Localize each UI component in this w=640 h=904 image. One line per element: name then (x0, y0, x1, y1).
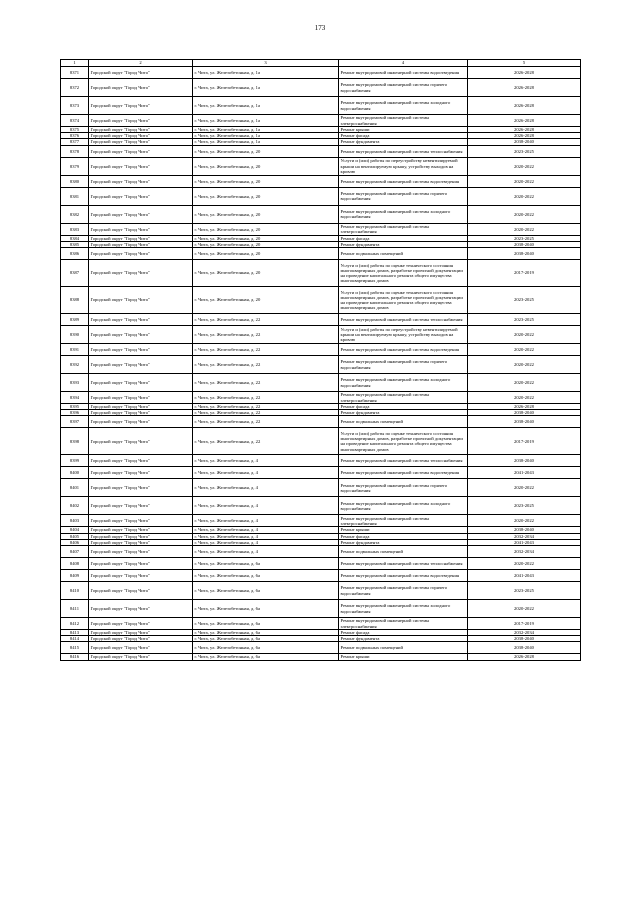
row-number: 8401 (61, 479, 89, 497)
period-cell: 2020-2022 (468, 326, 581, 344)
period-cell: 2023-2025 (468, 497, 581, 515)
table-row (61, 642, 581, 654)
address-cell: г. Чита, ул. Железобетонная, д. 22 (193, 392, 339, 404)
row-number: 8402 (61, 497, 89, 515)
row-number: 8393 (61, 374, 89, 392)
work-type-cell: Ремонт подвальных помещений (339, 642, 468, 654)
row-number: 8391 (61, 344, 89, 356)
table-row (61, 67, 581, 79)
table-row (61, 79, 581, 97)
period-cell: 2038-2040 (468, 416, 581, 428)
municipality-cell: Городской округ "Город Чита" (89, 467, 193, 479)
address-cell: г. Чита, ул. Железобетонная, д. 4 (193, 497, 339, 515)
period-cell: 2020-2022 (468, 157, 581, 175)
address-cell: г. Чита, ул. Железобетонная, д. 22 (193, 416, 339, 428)
municipality-cell: Городской округ "Город Чита" (89, 533, 193, 539)
address-cell: г. Чита, ул. Железобетонная, д. 1а (193, 133, 339, 139)
period-cell: 2026-2028 (468, 79, 581, 97)
work-type-cell: Ремонт фундамента (339, 139, 468, 145)
work-type-cell: Ремонт внутридомовой инженерной системы водоотведения (339, 467, 468, 479)
period-cell: 2023-2025 (468, 145, 581, 157)
work-type-cell: Ремонт внутридомовой инженерной системы водоотведения (339, 175, 468, 187)
work-type-cell: Ремонт внутридомовой инженерной системы теплоснабжения (339, 145, 468, 157)
period-cell: 2020-2022 (468, 175, 581, 187)
address-cell: г. Чита, ул. Железобетонная, д. 6а (193, 642, 339, 654)
table-row (61, 187, 581, 205)
row-number: 8372 (61, 79, 89, 97)
address-cell: г. Чита, ул. Железобетонная, д. 4 (193, 527, 339, 533)
municipality-cell: Городской округ "Город Чита" (89, 223, 193, 235)
row-number: 8414 (61, 636, 89, 642)
table-row (61, 326, 581, 344)
column-header: 2 (89, 60, 193, 67)
municipality-cell: Городской округ "Город Чита" (89, 630, 193, 636)
table-row (61, 157, 581, 175)
period-cell: 2038-2040 (468, 248, 581, 260)
row-number: 8389 (61, 314, 89, 326)
period-cell: 2038-2040 (468, 410, 581, 416)
municipality-cell: Городской округ "Город Чита" (89, 558, 193, 570)
row-number: 8404 (61, 527, 89, 533)
work-type-cell: Ремонт фундамента (339, 539, 468, 545)
column-header: 5 (468, 60, 581, 67)
column-header: 4 (339, 60, 468, 67)
address-cell: г. Чита, ул. Железобетонная, д. 6а (193, 654, 339, 660)
address-cell: г. Чита, ул. Железобетонная, д. 6а (193, 630, 339, 636)
municipality-cell: Городской округ "Город Чита" (89, 356, 193, 374)
period-cell: 2038-2040 (468, 642, 581, 654)
address-cell: г. Чита, ул. Железобетонная, д. 4 (193, 515, 339, 527)
municipality-cell: Городской округ "Город Чита" (89, 67, 193, 79)
address-cell: г. Чита, ул. Железобетонная, д. 22 (193, 374, 339, 392)
period-cell: 2020-2022 (468, 344, 581, 356)
address-cell: г. Чита, ул. Железобетонная, д. 20 (193, 260, 339, 287)
period-cell: 2026-2028 (468, 133, 581, 139)
table-row (61, 115, 581, 127)
row-number: 8378 (61, 145, 89, 157)
address-cell: г. Чита, ул. Железобетонная, д. 20 (193, 223, 339, 235)
period-cell: 2038-2040 (468, 455, 581, 467)
municipality-cell: Городской округ "Город Чита" (89, 133, 193, 139)
work-type-cell: Ремонт внутридомовой инженерной системы электроснабжения (339, 392, 468, 404)
municipality-cell: Городской округ "Город Чита" (89, 175, 193, 187)
table-row (61, 455, 581, 467)
work-type-cell: Ремонт фасада (339, 133, 468, 139)
municipality-cell: Городской округ "Город Чита" (89, 392, 193, 404)
table-row (61, 287, 581, 314)
table-row (61, 558, 581, 570)
period-cell: 2032-2034 (468, 533, 581, 539)
row-number: 8379 (61, 157, 89, 175)
row-number: 8406 (61, 539, 89, 545)
municipality-cell: Городской округ "Город Чита" (89, 241, 193, 247)
municipality-cell: Городской округ "Город Чита" (89, 600, 193, 618)
row-number: 8380 (61, 175, 89, 187)
work-type-cell: Ремонт крыши (339, 527, 468, 533)
work-type-cell: Ремонт фасада (339, 533, 468, 539)
municipality-cell: Городской округ "Город Чита" (89, 410, 193, 416)
address-cell: г. Чита, ул. Железобетонная, д. 6а (193, 618, 339, 630)
period-cell: 2041-2043 (468, 467, 581, 479)
row-number: 8411 (61, 600, 89, 618)
work-type-cell: Ремонт внутридомовой инженерной системы горячего водоснабжения (339, 479, 468, 497)
row-number: 8392 (61, 356, 89, 374)
row-number: 8381 (61, 187, 89, 205)
work-type-cell: Ремонт внутридомовой инженерной системы водоотведения (339, 570, 468, 582)
work-type-cell: Ремонт внутридомовой инженерной системы холодного водоснабжения (339, 497, 468, 515)
row-number: 8390 (61, 326, 89, 344)
address-cell: г. Чита, ул. Железобетонная, д. 20 (193, 157, 339, 175)
row-number: 8371 (61, 67, 89, 79)
work-type-cell: Ремонт подвальных помещений (339, 416, 468, 428)
address-cell: г. Чита, ул. Железобетонная, д. 6а (193, 570, 339, 582)
address-cell: г. Чита, ул. Железобетонная, д. 1а (193, 67, 339, 79)
row-number: 8374 (61, 115, 89, 127)
table-row (61, 654, 581, 660)
address-cell: г. Чита, ул. Железобетонная, д. 20 (193, 145, 339, 157)
address-cell: г. Чита, ул. Железобетонная, д. 20 (193, 187, 339, 205)
municipality-cell: Городской округ "Город Чита" (89, 344, 193, 356)
work-type-cell: Ремонт внутридомовой инженерной системы холодного водоснабжения (339, 205, 468, 223)
table-row (61, 175, 581, 187)
municipality-cell: Городской округ "Город Чита" (89, 248, 193, 260)
address-cell: г. Чита, ул. Железобетонная, д. 4 (193, 467, 339, 479)
work-type-cell: Ремонт внутридомовой инженерной системы электроснабжения (339, 223, 468, 235)
period-cell: 2026-2028 (468, 115, 581, 127)
row-number: 8385 (61, 241, 89, 247)
address-cell: г. Чита, ул. Железобетонная, д. 4 (193, 455, 339, 467)
period-cell: 2023-2025 (468, 582, 581, 600)
period-cell: 2020-2022 (468, 356, 581, 374)
period-cell: 2041-2043 (468, 539, 581, 545)
work-type-cell: Ремонт внутридомовой инженерной системы горячего водоснабжения (339, 582, 468, 600)
repair-schedule-table (60, 59, 581, 661)
row-number: 8397 (61, 416, 89, 428)
municipality-cell: Городской округ "Город Чита" (89, 428, 193, 455)
period-cell: 2020-2022 (468, 479, 581, 497)
address-cell: г. Чита, ул. Железобетонная, д. 4 (193, 479, 339, 497)
municipality-cell: Городской округ "Город Чита" (89, 582, 193, 600)
row-number: 8384 (61, 235, 89, 241)
address-cell: г. Чита, ул. Железобетонная, д. 20 (193, 175, 339, 187)
period-cell: 2026-2028 (468, 67, 581, 79)
column-header: 3 (193, 60, 339, 67)
work-type-cell: Услуги и (или) работы по переустройству невентилируемой крыши на вентилируемую крышу, устройству выходов на кровлю (339, 326, 468, 344)
row-number: 8399 (61, 455, 89, 467)
address-cell: г. Чита, ул. Железобетонная, д. 20 (193, 235, 339, 241)
work-type-cell: Ремонт внутридомовой инженерной системы холодного водоснабжения (339, 374, 468, 392)
address-cell: г. Чита, ул. Железобетонная, д. 6а (193, 600, 339, 618)
table-row (61, 392, 581, 404)
row-number: 8415 (61, 642, 89, 654)
municipality-cell: Городской округ "Город Чита" (89, 314, 193, 326)
table-row (61, 260, 581, 287)
row-number: 8383 (61, 223, 89, 235)
work-type-cell: Ремонт внутридомовой инженерной системы электроснабжения (339, 618, 468, 630)
work-type-cell: Ремонт фасада (339, 630, 468, 636)
period-cell: 2038-2040 (468, 636, 581, 642)
row-number: 8400 (61, 467, 89, 479)
column-header: 1 (61, 60, 89, 67)
work-type-cell: Ремонт внутридомовой инженерной системы холодного водоснабжения (339, 97, 468, 115)
row-number: 8388 (61, 287, 89, 314)
period-cell: 2023-2025 (468, 314, 581, 326)
work-type-cell: Ремонт крыши (339, 654, 468, 660)
municipality-cell: Городской округ "Город Чита" (89, 570, 193, 582)
address-cell: г. Чита, ул. Железобетонная, д. 20 (193, 241, 339, 247)
work-type-cell: Ремонт крыши (339, 127, 468, 133)
work-type-cell: Ремонт внутридомовой инженерной системы горячего водоснабжения (339, 187, 468, 205)
table-row (61, 374, 581, 392)
row-number: 8412 (61, 618, 89, 630)
period-cell: 2020-2022 (468, 187, 581, 205)
period-cell: 2023-2025 (468, 287, 581, 314)
address-cell: г. Чита, ул. Железобетонная, д. 1а (193, 139, 339, 145)
address-cell: г. Чита, ул. Железобетонная, д. 20 (193, 248, 339, 260)
row-number: 8416 (61, 654, 89, 660)
address-cell: г. Чита, ул. Железобетонная, д. 22 (193, 410, 339, 416)
row-number: 8398 (61, 428, 89, 455)
period-cell: 2020-2022 (468, 392, 581, 404)
municipality-cell: Городской округ "Город Чита" (89, 497, 193, 515)
work-type-cell: Ремонт подвальных помещений (339, 546, 468, 558)
work-type-cell: Ремонт фундамента (339, 410, 468, 416)
municipality-cell: Городской округ "Город Чита" (89, 539, 193, 545)
municipality-cell: Городской округ "Город Чита" (89, 636, 193, 642)
municipality-cell: Городской округ "Город Чита" (89, 527, 193, 533)
municipality-cell: Городской округ "Город Чита" (89, 479, 193, 497)
municipality-cell: Городской округ "Город Чита" (89, 79, 193, 97)
table-row (61, 223, 581, 235)
work-type-cell: Услуги и (или) работы по оценке технического состояния многоквартирных домов, разработке проектной документации на проведение капитального ремонта общего имущества многоквартирных домов (339, 287, 468, 314)
address-cell: г. Чита, ул. Железобетонная, д. 4 (193, 546, 339, 558)
period-cell: 2023-2025 (468, 235, 581, 241)
municipality-cell: Городской округ "Город Чита" (89, 127, 193, 133)
row-number: 8396 (61, 410, 89, 416)
table-row (61, 515, 581, 527)
table-row (61, 467, 581, 479)
work-type-cell: Ремонт внутридомовой инженерной системы теплоснабжения (339, 314, 468, 326)
table-row (61, 582, 581, 600)
work-type-cell: Ремонт внутридомовой инженерной системы водоотведения (339, 67, 468, 79)
address-cell: г. Чита, ул. Железобетонная, д. 6а (193, 636, 339, 642)
work-type-cell: Ремонт внутридомовой инженерной системы электроснабжения (339, 515, 468, 527)
municipality-cell: Городской округ "Город Чита" (89, 235, 193, 241)
period-cell: 2020-2022 (468, 558, 581, 570)
period-cell: 2026-2028 (468, 654, 581, 660)
period-cell: 2020-2022 (468, 223, 581, 235)
table-row (61, 416, 581, 428)
period-cell: 2041-2043 (468, 570, 581, 582)
work-type-cell: Ремонт фасада (339, 235, 468, 241)
address-cell: г. Чита, ул. Железобетонная, д. 22 (193, 314, 339, 326)
municipality-cell: Городской округ "Город Чита" (89, 260, 193, 287)
table-row (61, 145, 581, 157)
work-type-cell: Услуги и (или) работы по переустройству невентилируемой крыши на вентилируемую крышу, устройству выходов на кровлю (339, 157, 468, 175)
row-number: 8413 (61, 630, 89, 636)
address-cell: г. Чита, ул. Железобетонная, д. 1а (193, 115, 339, 127)
table-row (61, 570, 581, 582)
row-number: 8373 (61, 97, 89, 115)
work-type-cell: Ремонт внутридомовой инженерной системы холодного водоснабжения (339, 600, 468, 618)
work-type-cell: Ремонт внутридомовой инженерной системы теплоснабжения (339, 558, 468, 570)
row-number: 8376 (61, 133, 89, 139)
period-cell: 2026-2028 (468, 404, 581, 410)
address-cell: г. Чита, ул. Железобетонная, д. 20 (193, 287, 339, 314)
table-row (61, 314, 581, 326)
municipality-cell: Городской округ "Город Чита" (89, 455, 193, 467)
work-type-cell: Ремонт фасада (339, 404, 468, 410)
table-row (61, 497, 581, 515)
period-cell: 2038-2040 (468, 241, 581, 247)
row-number: 8403 (61, 515, 89, 527)
municipality-cell: Городской округ "Город Чита" (89, 97, 193, 115)
period-cell: 2026-2028 (468, 127, 581, 133)
period-cell: 2038-2040 (468, 139, 581, 145)
address-cell: г. Чита, ул. Железобетонная, д. 22 (193, 326, 339, 344)
row-number: 8407 (61, 546, 89, 558)
municipality-cell: Городской округ "Город Чита" (89, 145, 193, 157)
row-number: 8405 (61, 533, 89, 539)
work-type-cell: Услуги и (или) работы по оценке технического состояния многоквартирных домов, разработке проектной документации на проведение капитального ремонта общего имущества многоквартирных домов (339, 260, 468, 287)
table-row (61, 205, 581, 223)
row-number: 8410 (61, 582, 89, 600)
municipality-cell: Городской округ "Город Чита" (89, 416, 193, 428)
address-cell: г. Чита, ул. Железобетонная, д. 1а (193, 79, 339, 97)
row-number: 8394 (61, 392, 89, 404)
work-type-cell: Ремонт подвальных помещений (339, 248, 468, 260)
period-cell: 2017-2019 (468, 618, 581, 630)
row-number: 8386 (61, 248, 89, 260)
municipality-cell: Городской округ "Город Чита" (89, 374, 193, 392)
address-cell: г. Чита, ул. Железобетонная, д. 6а (193, 582, 339, 600)
period-cell: 2020-2022 (468, 600, 581, 618)
work-type-cell: Услуги и (или) работы по оценке технического состояния многоквартирных домов, разработке проектной документации на проведение капитального ремонта общего имущества многоквартирных домов (339, 428, 468, 455)
period-cell: 2020-2022 (468, 205, 581, 223)
work-type-cell: Ремонт внутридомовой инженерной системы электроснабжения (339, 115, 468, 127)
address-cell: г. Чита, ул. Железобетонная, д. 22 (193, 428, 339, 455)
period-cell: 2020-2022 (468, 374, 581, 392)
period-cell: 2032-2034 (468, 546, 581, 558)
address-cell: г. Чита, ул. Железобетонная, д. 4 (193, 533, 339, 539)
work-type-cell: Ремонт внутридомовой инженерной системы горячего водоснабжения (339, 356, 468, 374)
address-cell: г. Чита, ул. Железобетонная, д. 1а (193, 97, 339, 115)
table-row (61, 546, 581, 558)
municipality-cell: Городской округ "Город Чита" (89, 404, 193, 410)
address-cell: г. Чита, ул. Железобетонная, д. 22 (193, 344, 339, 356)
period-cell: 2026-2028 (468, 97, 581, 115)
row-number: 8408 (61, 558, 89, 570)
table-row (61, 356, 581, 374)
table-row (61, 344, 581, 356)
municipality-cell: Городской округ "Город Чита" (89, 515, 193, 527)
period-cell: 2038-2040 (468, 527, 581, 533)
work-type-cell: Ремонт внутридомовой инженерной системы горячего водоснабжения (339, 79, 468, 97)
address-cell: г. Чита, ул. Железобетонная, д. 1а (193, 127, 339, 133)
address-cell: г. Чита, ул. Железобетонная, д. 22 (193, 356, 339, 374)
work-type-cell: Ремонт внутридомовой инженерной системы теплоснабжения (339, 455, 468, 467)
column-number-row (61, 60, 581, 67)
work-type-cell: Ремонт фундамента (339, 241, 468, 247)
row-number: 8409 (61, 570, 89, 582)
row-number: 8382 (61, 205, 89, 223)
address-cell: г. Чита, ул. Железобетонная, д. 20 (193, 205, 339, 223)
municipality-cell: Городской округ "Город Чита" (89, 139, 193, 145)
work-type-cell: Ремонт фундамента (339, 636, 468, 642)
municipality-cell: Городской округ "Город Чита" (89, 157, 193, 175)
municipality-cell: Городской округ "Город Чита" (89, 326, 193, 344)
municipality-cell: Городской округ "Город Чита" (89, 546, 193, 558)
table-row (61, 600, 581, 618)
address-cell: г. Чита, ул. Железобетонная, д. 22 (193, 404, 339, 410)
table-row (61, 479, 581, 497)
table-row (61, 97, 581, 115)
table-row (61, 618, 581, 630)
row-number: 8375 (61, 127, 89, 133)
table-row (61, 428, 581, 455)
row-number: 8395 (61, 404, 89, 410)
page-number: 173 (314, 24, 326, 32)
period-cell: 2032-2034 (468, 630, 581, 636)
municipality-cell: Городской округ "Город Чита" (89, 642, 193, 654)
work-type-cell: Ремонт внутридомовой инженерной системы водоотведения (339, 344, 468, 356)
municipality-cell: Городской округ "Город Чита" (89, 187, 193, 205)
municipality-cell: Городской округ "Город Чита" (89, 654, 193, 660)
address-cell: г. Чита, ул. Железобетонная, д. 6а (193, 558, 339, 570)
period-cell: 2017-2019 (468, 260, 581, 287)
row-number: 8387 (61, 260, 89, 287)
period-cell: 2017-2019 (468, 428, 581, 455)
table-row (61, 248, 581, 260)
municipality-cell: Городской округ "Город Чита" (89, 115, 193, 127)
row-number: 8377 (61, 139, 89, 145)
municipality-cell: Городской округ "Город Чита" (89, 287, 193, 314)
municipality-cell: Городской округ "Город Чита" (89, 618, 193, 630)
period-cell: 2020-2022 (468, 515, 581, 527)
municipality-cell: Городской округ "Город Чита" (89, 205, 193, 223)
address-cell: г. Чита, ул. Железобетонная, д. 4 (193, 539, 339, 545)
